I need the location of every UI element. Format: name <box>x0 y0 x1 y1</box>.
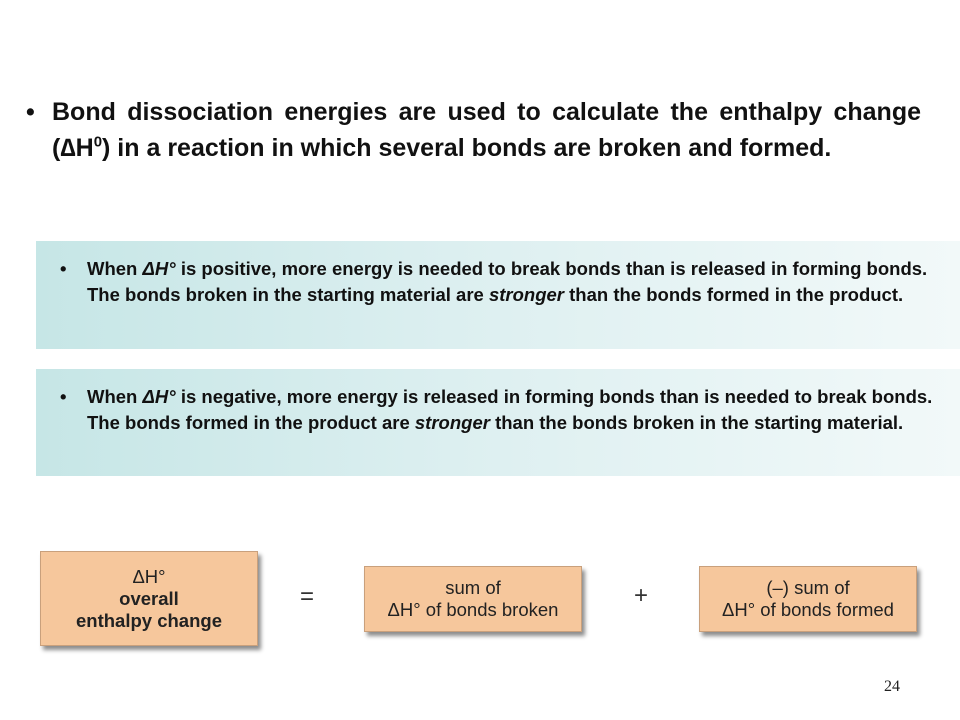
emphasis-stronger: stronger <box>414 412 490 433</box>
intro-bullet: • <box>26 98 35 126</box>
panel-bullet: • <box>60 386 67 407</box>
negative-enthalpy-panel <box>36 369 960 476</box>
bonds-broken-box <box>364 566 582 632</box>
panel-row <box>60 256 940 308</box>
overall-enthalpy-box <box>40 551 258 646</box>
box-line-bonds-broken: ΔH° of bonds broken <box>387 599 559 620</box>
emphasis-stronger: stronger <box>488 284 564 305</box>
box-line-negative-sum-of: (–) sum of <box>766 577 850 598</box>
box-line-overall: overall <box>119 587 179 609</box>
plus-sign: + <box>634 582 649 609</box>
delta-h-symbol: ∆H <box>60 134 94 162</box>
page-number: 24 <box>884 678 900 695</box>
panel-text: When ΔH° is negative, more energy is released in forming bonds than is needed to break bonds. The bonds formed in the product are stronger than the bonds broken in the starting material. <box>87 386 933 433</box>
panel-row <box>60 384 940 436</box>
bonds-formed-box <box>699 566 917 632</box>
box-line-bonds-formed: ΔH° of bonds formed <box>722 599 894 620</box>
box-line-sum-of: sum of <box>445 577 501 598</box>
box-symbol: ΔH° <box>132 565 166 587</box>
equals-sign: = <box>300 583 315 610</box>
positive-enthalpy-panel <box>36 241 960 349</box>
panel-text: When ΔH° is positive, more energy is needed to break bonds than is released in forming bonds. The bonds broken in the starting material are stronger than the bonds formed in the product. <box>87 258 928 305</box>
intro-text: Bond dissociation energies are used to calculate the enthalpy change $(\Delta H^0)$ in a reaction in which several bonds are broken and formed. <box>52 98 921 162</box>
panel-bullet: • <box>60 258 67 279</box>
delta-h-symbol: ΔH° <box>142 258 176 279</box>
superscript-zero: 0 <box>93 133 103 151</box>
box-line-enthalpy-change: enthalpy change <box>76 609 222 631</box>
delta-h-symbol: ΔH° <box>142 386 176 407</box>
intro-paragraph <box>26 94 921 166</box>
